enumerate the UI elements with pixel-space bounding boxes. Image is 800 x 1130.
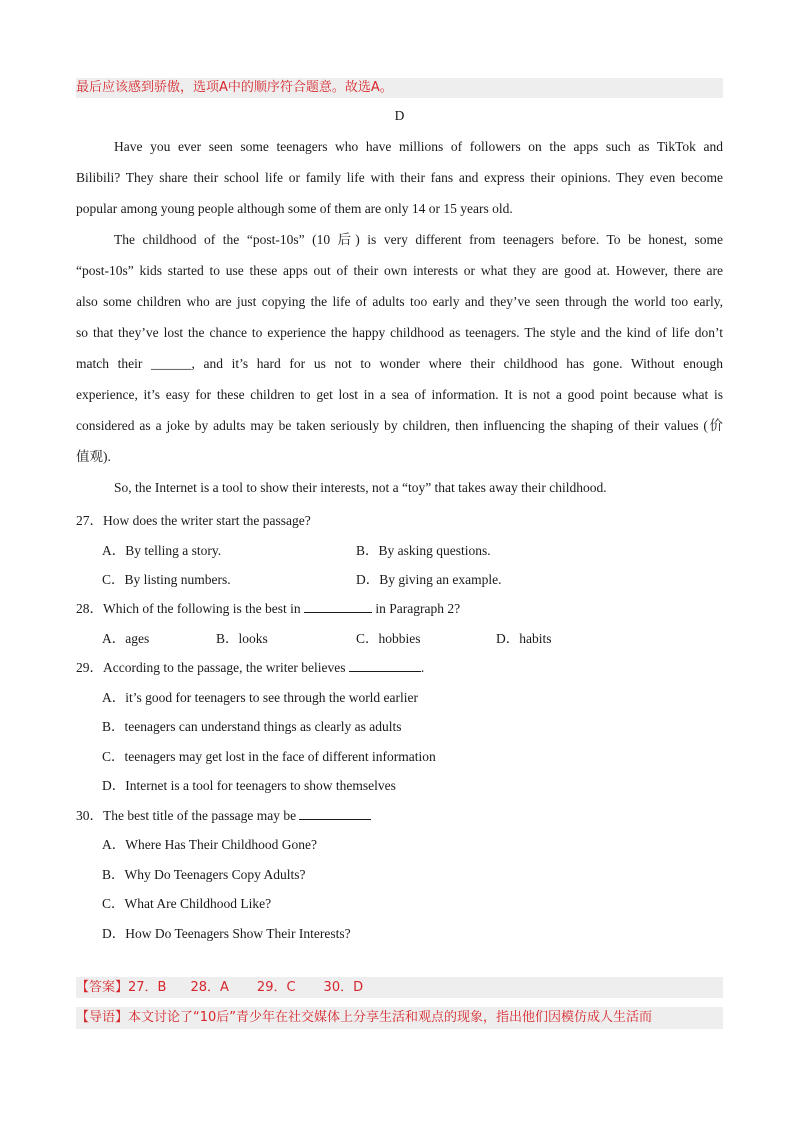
top-answer-note: 最后应该感到骄傲，选项A中的顺序符合题意。故选A。 (76, 78, 723, 98)
answer-blank (304, 600, 372, 613)
paragraph-line: “post-10s” kids started to use these apps out of their own interests or what they are good at. However, there are (76, 263, 723, 278)
paragraph-line: popular among young people although some of them are only 14 or 15 years old. (76, 201, 513, 216)
question-29-option-c[interactable]: C．teenagers may get lost in the face of different information (102, 749, 436, 764)
section-letter: D (394, 108, 405, 123)
paragraph-line: considered as a joke by adults may be taken seriously by children, then influencing the shaping of their values (价 (76, 418, 723, 433)
question-30-stem: 30．The best title of the passage may be (76, 804, 371, 824)
paragraph-3: So, the Internet is a tool to show their interests, not a “toy” that takes away their childhood. (114, 480, 607, 495)
paragraph-line: so that they’ve lost the chance to experience the happy childhood as teenagers. The style and the kind of life don’t (76, 325, 723, 340)
paragraph-line: Bilibili? They share their school life or family life with their fans and express their opinions. They even become (76, 170, 723, 185)
question-30-option-a[interactable]: A．Where Has Their Childhood Gone? (102, 837, 317, 852)
question-27-option-a[interactable]: A．By telling a story. (102, 543, 222, 558)
question-28-option-b[interactable]: B．looks (216, 631, 268, 646)
paragraph-line: also some children who are just copying the life of adults too early and they’ve seen through the world too early, (76, 294, 723, 309)
question-27-option-b[interactable]: B．By asking questions. (356, 543, 491, 558)
question-27-option-d[interactable]: D．By giving an example. (356, 572, 502, 587)
question-30-option-c[interactable]: C．What Are Childhood Like? (102, 896, 272, 911)
question-28-stem: 28．Which of the following is the best in in Paragraph 2? (76, 601, 461, 616)
question-28-option-a[interactable]: A．ages (102, 631, 150, 646)
question-29-stem: 29．According to the passage, the writer believes . (76, 660, 425, 675)
answer-blank (299, 807, 371, 820)
guide-note: 【导语】本文讨论了“10后”青少年在社交媒体上分享生活和观点的现象，指出他们因模仿成人生活而 (76, 1007, 723, 1029)
paragraph-line: 值观). (76, 449, 111, 464)
answer-blank (349, 659, 421, 672)
question-29-option-b[interactable]: B．teenagers can understand things as clearly as adults (102, 719, 402, 734)
question-30-option-b[interactable]: B．Why Do Teenagers Copy Adults? (102, 867, 306, 882)
question-27-stem: 27．How does the writer start the passage? (76, 513, 311, 528)
question-30-option-d[interactable]: D．How Do Teenagers Show Their Interests? (102, 926, 351, 941)
paragraph-line: The childhood of the “post-10s” (10 后) is very different from teenagers before. To be honest, some (114, 232, 723, 247)
answer-key: 【答案】27．B 28．A 29．C 30．D (76, 977, 723, 998)
question-28-option-d[interactable]: D．habits (496, 631, 552, 646)
question-29-option-d[interactable]: D．Internet is a tool for teenagers to show themselves (102, 778, 396, 793)
question-29-option-a[interactable]: A．it’s good for teenagers to see through the world earlier (102, 690, 419, 705)
paragraph-2 (76, 224, 723, 472)
question-27-option-c[interactable]: C．By listing numbers. (102, 572, 231, 587)
paragraph-1 (76, 131, 723, 224)
paragraph-line: Have you ever seen some teenagers who have millions of followers on the apps such as TikTok and (114, 139, 723, 154)
question-28-option-c[interactable]: C．hobbies (356, 631, 421, 646)
paragraph-line: match their ______, and it’s hard for us not to wonder where their childhood has gone. Without enough (76, 356, 723, 371)
paragraph-line: experience, it’s easy for these children to get lost in a sea of information. It is not a good point because what is (76, 387, 723, 402)
